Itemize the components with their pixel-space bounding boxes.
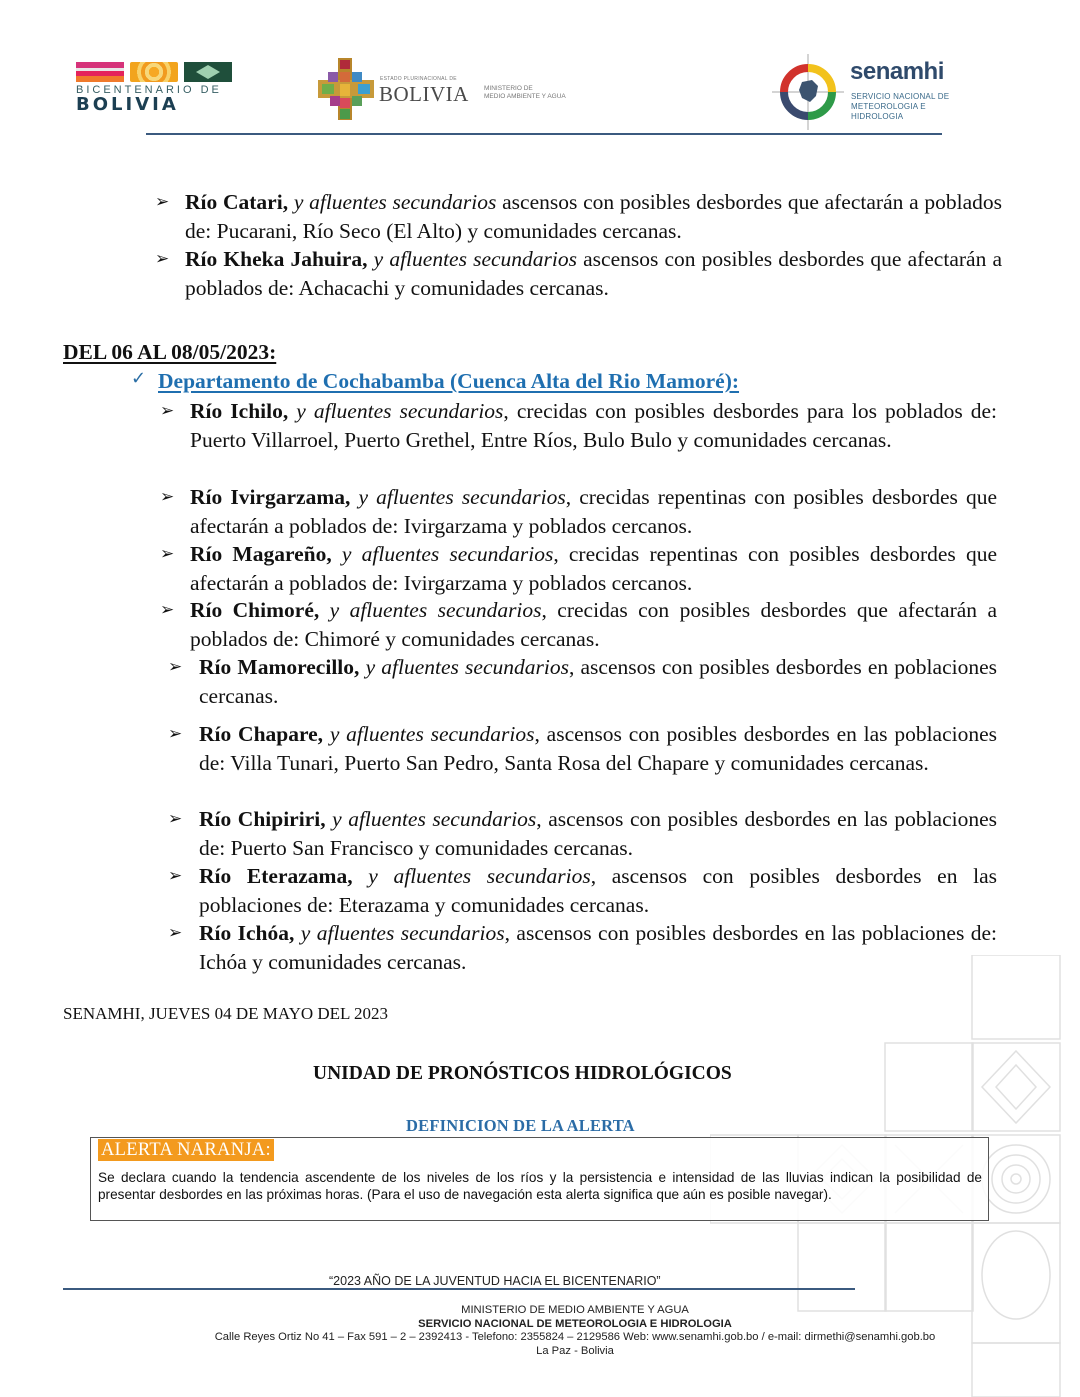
senamhi-subtitle: [851, 92, 972, 122]
river-tributaries: y afluentes secundarios: [359, 655, 569, 679]
river-description: , crecidas con posibles desbordes para los poblados de: Puerto Villarroel, Puerto Grethel, Entre Ríos, Bulo Bulo y comunidades cercanas.: [190, 399, 997, 452]
river-name: Río Chapare,: [199, 722, 324, 746]
header-divider: [146, 133, 942, 135]
river-item: [199, 862, 997, 919]
river-name: Río Ichóa,: [199, 921, 295, 945]
river-item: [190, 540, 997, 597]
river-description: , ascensos con posibles desbordes en las poblaciones de: Eterazama y comunidades cercanas.: [199, 864, 997, 917]
alert-definition-box: [90, 1137, 989, 1221]
river-tributaries: y afluentes secundarios: [325, 807, 537, 831]
arrow-bullet-icon: ➢: [168, 809, 183, 829]
bicentenario-logo: [76, 62, 246, 114]
senamhi-sub-line1: SERVICIO NACIONAL DE: [851, 92, 950, 101]
bicentenario-tiles: [76, 62, 246, 82]
date-range-heading: DEL 06 AL 08/05/2023:: [63, 340, 277, 364]
unit-title: UNIDAD DE PRONÓSTICOS HIDROLÓGICOS: [313, 1063, 732, 1084]
river-description: ascensos con posibles desbordes que afectarán a poblados de: Pucarani, Río Seco (El Alto) y comunidades cercanas.: [185, 190, 1003, 243]
ministerio-line2: MEDIO AMBIENTE Y AGUA: [484, 93, 566, 100]
alert-naranja-label: ALERTA NARANJA:: [98, 1139, 274, 1161]
river-description: , ascensos con posibles desbordes en las poblaciones de: Puerto San Francisco y comunidades cercanas.: [199, 807, 998, 860]
river-name: Río Kheka Jahuira,: [185, 247, 368, 271]
arrow-bullet-icon: ➢: [155, 249, 170, 269]
checkmark-icon: ✓: [131, 368, 147, 389]
river-item: [185, 188, 1002, 245]
river-item: [199, 805, 997, 862]
river-tributaries: y afluentes secundarios: [350, 485, 566, 509]
river-name: Río Ichilo,: [190, 399, 289, 423]
river-description: , crecidas repentinas con posibles desbordes que afectarán a poblados de: Ivirgarzama y poblados cercanos.: [190, 542, 998, 595]
river-tributaries: y afluentes secundarios: [367, 247, 577, 271]
river-description: , ascensos con posibles desbordes en las poblaciones de: Villa Tunari, Puerto San Pedro, Santa Rosa del Chapare y comunidades cercanas.: [199, 722, 998, 775]
footer-institution: SERVICIO NACIONAL DE METEOROLOGIA E HIDROLOGIA: [418, 1317, 732, 1330]
chakana-icon: [318, 58, 374, 120]
river-name: Río Ivirgarzama,: [190, 485, 351, 509]
estado-small-text: ESTADO PLURINACIONAL DE: [380, 76, 457, 82]
river-description: ascensos con posibles desbordes que afectarán a poblados de: Achacachi y comunidades cercanas.: [185, 247, 1002, 300]
river-item: [190, 596, 997, 653]
arrow-bullet-icon: ➢: [160, 544, 175, 564]
river-name: Río Mamorecillo,: [199, 655, 360, 679]
signature-date: SENAMHI, JUEVES 04 DE MAYO DEL 2023: [63, 1004, 389, 1023]
arrow-bullet-icon: ➢: [160, 401, 175, 421]
bicentenario-line1: BICENTENARIO DE: [76, 84, 222, 96]
river-description: , crecidas con posibles desbordes que afectarán a poblados de: Chimoré y comunidades cercanas.: [190, 598, 997, 651]
river-name: Río Magareño,: [190, 542, 332, 566]
pattern-tile: [184, 62, 232, 82]
footer-motto: “2023 AÑO DE LA JUVENTUD HACIA EL BICENTENARIO”: [329, 1274, 661, 1288]
footer-city: La Paz - Bolivia: [536, 1344, 614, 1357]
arrow-bullet-icon: ➢: [155, 192, 170, 212]
ministerio-line1: MINISTERIO DE: [484, 85, 533, 92]
river-item: [199, 720, 997, 777]
footer-divider: [63, 1288, 855, 1290]
arrow-bullet-icon: ➢: [168, 923, 183, 943]
river-item: [199, 653, 997, 710]
river-tributaries: y afluentes secundarios: [323, 722, 535, 746]
arrow-bullet-icon: ➢: [160, 487, 175, 507]
river-item: [185, 245, 1002, 302]
definition-title: DEFINICION DE LA ALERTA: [406, 1116, 635, 1135]
alert-definition-text: Se declara cuando la tendencia ascendente de los niveles de los ríos y la persistencia e intensidad de las lluvias indican la posibilidad de presentar desbordes en las próximas horas. (Para el uso de navegación esta alerta significa que aún es posible navegar).: [98, 1170, 982, 1202]
river-description: , crecidas repentinas con posibles desbordes que afectarán a poblados de: Ivirgarzama y poblados cercanos.: [190, 485, 998, 538]
river-item: [190, 483, 997, 540]
footer-address: Calle Reyes Ortiz No 41 – Fax 591 – 2 – 2392413 - Telefono: 2355824 – 2129586 Web: www.senamhi.gob.bo / e-mail: dirmethi@senamhi.gob.bo: [214, 1331, 936, 1343]
river-tributaries: y afluentes secundarios: [352, 864, 591, 888]
river-name: Río Chimoré,: [190, 598, 320, 622]
arrow-bullet-icon: ➢: [168, 866, 183, 886]
footer-ministry: MINISTERIO DE MEDIO AMBIENTE Y AGUA: [461, 1304, 689, 1316]
river-item: [190, 397, 997, 454]
ministerio-text: [484, 85, 566, 101]
arrow-bullet-icon: ➢: [168, 724, 183, 744]
river-tributaries: y afluentes secundarios: [288, 399, 504, 423]
arrow-bullet-icon: ➢: [160, 600, 175, 620]
footer-contact: [160, 1304, 990, 1358]
river-name: Río Catari,: [185, 190, 289, 214]
estado-plurinacional-logo: [318, 58, 588, 120]
arrow-bullet-icon: ➢: [168, 657, 183, 677]
river-tributaries: y afluentes secundarios: [288, 190, 497, 214]
spiral-tile: [130, 62, 178, 82]
textile-tile: [76, 62, 124, 82]
river-name: Río Chipiriri,: [199, 807, 326, 831]
estado-bolivia-text: BOLIVIA: [379, 82, 469, 106]
senamhi-wordmark: senamhi: [850, 58, 944, 85]
river-tributaries: y afluentes secundarios: [331, 542, 554, 566]
senamhi-sub-line2: METEOROLOGIA E HIDROLOGIA: [851, 102, 926, 121]
department-heading: Departamento de Cochabamba (Cuenca Alta del Rio Mamoré):: [158, 369, 740, 393]
river-description: , ascensos con posibles desbordes en las poblaciones de: Ichóa y comunidades cercanas.: [199, 921, 997, 974]
river-tributaries: y afluentes secundarios: [294, 921, 505, 945]
river-item: [199, 919, 997, 976]
river-tributaries: y afluentes secundarios: [319, 598, 542, 622]
senamhi-compass-icon: [772, 52, 844, 132]
river-name: Río Eterazama,: [199, 864, 353, 888]
senamhi-logo: [772, 52, 972, 132]
river-description: , ascensos con posibles desbordes en poblaciones cercanas.: [199, 655, 997, 708]
bicentenario-line2: BOLIVIA: [76, 94, 179, 115]
